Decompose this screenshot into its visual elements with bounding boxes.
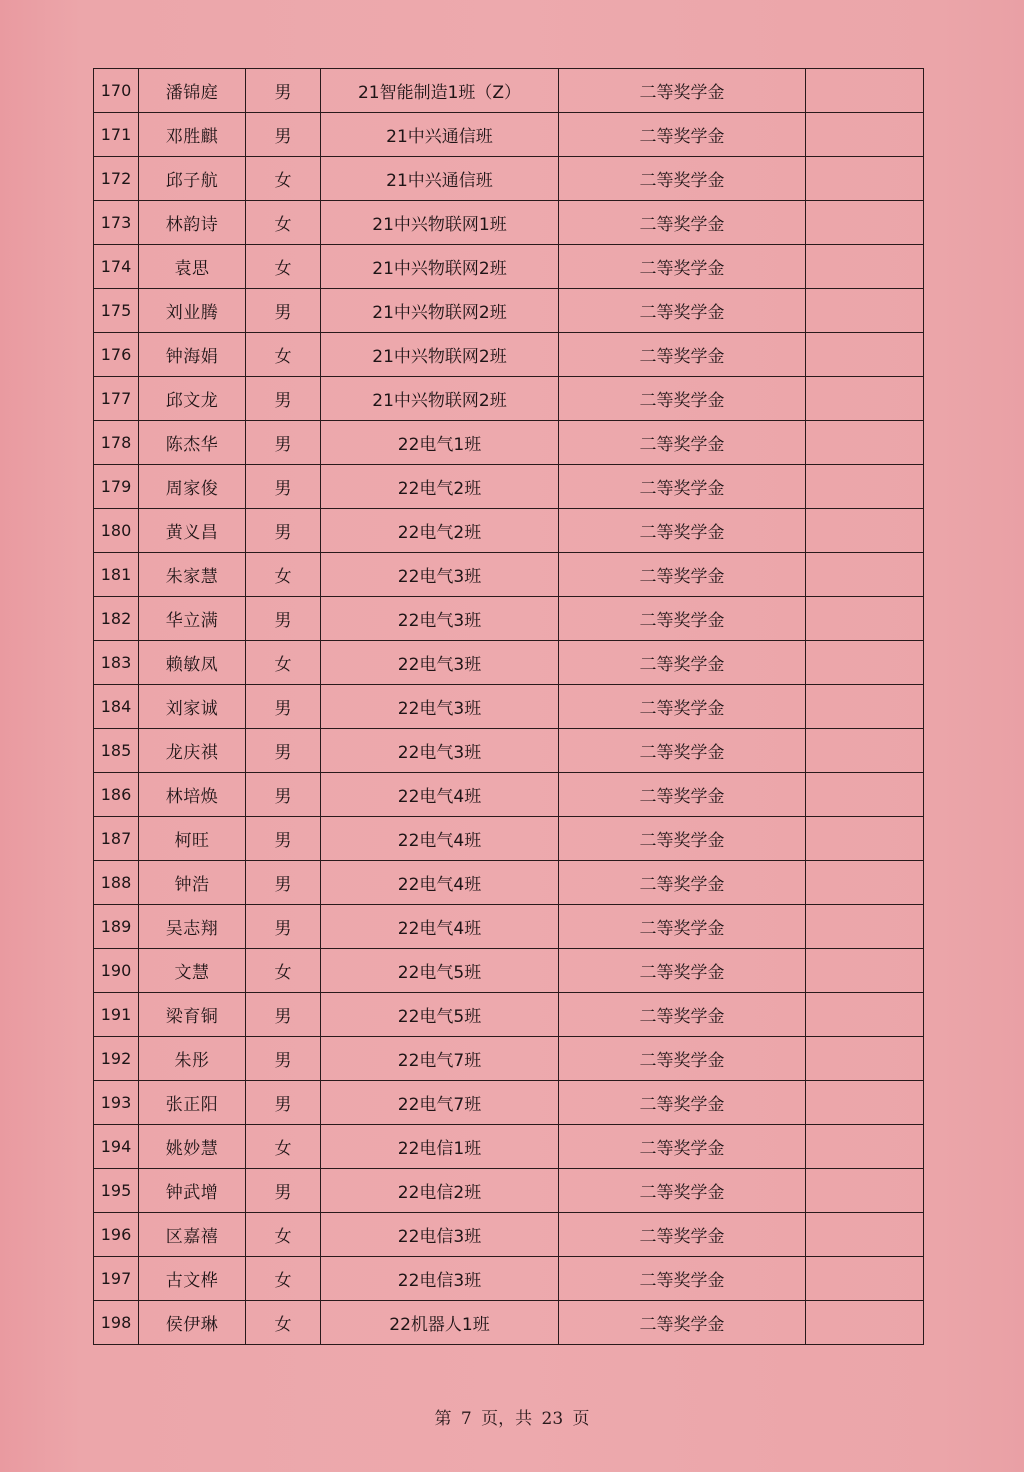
table-row <box>94 729 924 773</box>
cell-award: 二等奖学金 <box>559 1081 806 1125</box>
cell-name: 林韵诗 <box>139 201 246 245</box>
cell-award: 二等奖学金 <box>559 861 806 905</box>
table-row <box>94 1037 924 1081</box>
table-row <box>94 509 924 553</box>
cell-number: 194 <box>94 1125 139 1169</box>
footer-page-suffix: 页，共 <box>481 1409 533 1429</box>
cell-note <box>806 1125 924 1169</box>
cell-sex: 男 <box>246 729 321 773</box>
table-row <box>94 905 924 949</box>
cell-number: 193 <box>94 1081 139 1125</box>
cell-number: 189 <box>94 905 139 949</box>
cell-class: 22电气2班 <box>321 465 559 509</box>
cell-sex: 男 <box>246 465 321 509</box>
cell-class: 22电气3班 <box>321 641 559 685</box>
cell-number: 176 <box>94 333 139 377</box>
cell-name: 姚妙慧 <box>139 1125 246 1169</box>
table-row <box>94 201 924 245</box>
cell-number: 185 <box>94 729 139 773</box>
cell-number: 190 <box>94 949 139 993</box>
cell-sex: 男 <box>246 69 321 113</box>
cell-number: 196 <box>94 1213 139 1257</box>
cell-note <box>806 773 924 817</box>
cell-name: 潘锦庭 <box>139 69 246 113</box>
cell-award: 二等奖学金 <box>559 905 806 949</box>
cell-class: 22电气4班 <box>321 817 559 861</box>
cell-note <box>806 729 924 773</box>
footer-page-number: 7 <box>460 1409 472 1429</box>
cell-name: 梁育铜 <box>139 993 246 1037</box>
cell-class: 22电气3班 <box>321 597 559 641</box>
cell-note <box>806 597 924 641</box>
cell-class: 21中兴物联网2班 <box>321 289 559 333</box>
cell-name: 黄义昌 <box>139 509 246 553</box>
cell-award: 二等奖学金 <box>559 817 806 861</box>
cell-class: 22电信3班 <box>321 1213 559 1257</box>
cell-class: 21中兴通信班 <box>321 113 559 157</box>
table-row <box>94 1301 924 1345</box>
cell-award: 二等奖学金 <box>559 1125 806 1169</box>
cell-sex: 女 <box>246 1257 321 1301</box>
cell-award: 二等奖学金 <box>559 1213 806 1257</box>
cell-class: 22机器人1班 <box>321 1301 559 1345</box>
cell-note <box>806 377 924 421</box>
cell-award: 二等奖学金 <box>559 773 806 817</box>
cell-sex: 男 <box>246 1081 321 1125</box>
cell-award: 二等奖学金 <box>559 333 806 377</box>
cell-class: 22电气4班 <box>321 861 559 905</box>
table-row <box>94 157 924 201</box>
cell-award: 二等奖学金 <box>559 465 806 509</box>
cell-sex: 男 <box>246 289 321 333</box>
table-row <box>94 861 924 905</box>
table-row <box>94 289 924 333</box>
cell-note <box>806 465 924 509</box>
cell-number: 181 <box>94 553 139 597</box>
table-row <box>94 245 924 289</box>
cell-note <box>806 1257 924 1301</box>
cell-award: 二等奖学金 <box>559 641 806 685</box>
cell-number: 195 <box>94 1169 139 1213</box>
cell-number: 175 <box>94 289 139 333</box>
table-row <box>94 949 924 993</box>
cell-class: 22电信2班 <box>321 1169 559 1213</box>
cell-number: 197 <box>94 1257 139 1301</box>
cell-note <box>806 245 924 289</box>
cell-sex: 女 <box>246 157 321 201</box>
cell-number: 170 <box>94 69 139 113</box>
cell-note <box>806 993 924 1037</box>
cell-number: 178 <box>94 421 139 465</box>
cell-award: 二等奖学金 <box>559 509 806 553</box>
cell-name: 赖敏凤 <box>139 641 246 685</box>
cell-name: 邱文龙 <box>139 377 246 421</box>
award-table <box>93 68 924 1345</box>
cell-sex: 男 <box>246 377 321 421</box>
cell-note <box>806 289 924 333</box>
cell-sex: 男 <box>246 817 321 861</box>
cell-note <box>806 817 924 861</box>
cell-award: 二等奖学金 <box>559 685 806 729</box>
cell-name: 林培焕 <box>139 773 246 817</box>
footer-total-suffix: 页 <box>572 1409 590 1429</box>
cell-class: 22电气7班 <box>321 1081 559 1125</box>
cell-award: 二等奖学金 <box>559 289 806 333</box>
cell-number: 180 <box>94 509 139 553</box>
cell-award: 二等奖学金 <box>559 949 806 993</box>
cell-number: 182 <box>94 597 139 641</box>
cell-name: 柯旺 <box>139 817 246 861</box>
table-row <box>94 377 924 421</box>
cell-class: 22电气7班 <box>321 1037 559 1081</box>
cell-sex: 女 <box>246 245 321 289</box>
cell-note <box>806 157 924 201</box>
cell-number: 198 <box>94 1301 139 1345</box>
cell-note <box>806 685 924 729</box>
page-footer <box>0 1404 1024 1429</box>
cell-award: 二等奖学金 <box>559 245 806 289</box>
cell-name: 袁思 <box>139 245 246 289</box>
cell-class: 22电气5班 <box>321 993 559 1037</box>
cell-award: 二等奖学金 <box>559 1257 806 1301</box>
cell-award: 二等奖学金 <box>559 993 806 1037</box>
cell-name: 钟武增 <box>139 1169 246 1213</box>
cell-number: 172 <box>94 157 139 201</box>
cell-note <box>806 1213 924 1257</box>
cell-award: 二等奖学金 <box>559 553 806 597</box>
cell-note <box>806 1169 924 1213</box>
table-row <box>94 773 924 817</box>
cell-sex: 男 <box>246 113 321 157</box>
table-row <box>94 69 924 113</box>
cell-sex: 女 <box>246 1213 321 1257</box>
award-table-container <box>93 68 923 1345</box>
cell-name: 吴志翔 <box>139 905 246 949</box>
cell-note <box>806 333 924 377</box>
cell-class: 21中兴物联网2班 <box>321 333 559 377</box>
cell-class: 22电气3班 <box>321 685 559 729</box>
cell-sex: 男 <box>246 993 321 1037</box>
cell-number: 183 <box>94 641 139 685</box>
cell-name: 区嘉禧 <box>139 1213 246 1257</box>
cell-class: 21中兴物联网2班 <box>321 377 559 421</box>
cell-note <box>806 861 924 905</box>
cell-sex: 女 <box>246 201 321 245</box>
table-row <box>94 1081 924 1125</box>
cell-number: 186 <box>94 773 139 817</box>
cell-class: 22电气4班 <box>321 905 559 949</box>
cell-class: 22电信1班 <box>321 1125 559 1169</box>
cell-award: 二等奖学金 <box>559 377 806 421</box>
cell-sex: 女 <box>246 333 321 377</box>
table-row <box>94 1257 924 1301</box>
cell-name: 张正阳 <box>139 1081 246 1125</box>
cell-note <box>806 1081 924 1125</box>
cell-class: 22电气3班 <box>321 553 559 597</box>
cell-note <box>806 1301 924 1345</box>
cell-name: 华立满 <box>139 597 246 641</box>
cell-number: 177 <box>94 377 139 421</box>
cell-note <box>806 113 924 157</box>
cell-sex: 男 <box>246 905 321 949</box>
cell-sex: 男 <box>246 421 321 465</box>
cell-class: 21中兴物联网2班 <box>321 245 559 289</box>
table-row <box>94 685 924 729</box>
cell-class: 22电气2班 <box>321 509 559 553</box>
cell-name: 龙庆祺 <box>139 729 246 773</box>
cell-name: 刘家诚 <box>139 685 246 729</box>
cell-name: 钟海娟 <box>139 333 246 377</box>
cell-class: 21中兴通信班 <box>321 157 559 201</box>
cell-name: 邓胜麒 <box>139 113 246 157</box>
cell-note <box>806 905 924 949</box>
cell-class: 22电气4班 <box>321 773 559 817</box>
cell-name: 文慧 <box>139 949 246 993</box>
cell-class: 22电信3班 <box>321 1257 559 1301</box>
cell-sex: 男 <box>246 861 321 905</box>
cell-sex: 女 <box>246 949 321 993</box>
table-row <box>94 641 924 685</box>
cell-class: 21中兴物联网1班 <box>321 201 559 245</box>
table-row <box>94 333 924 377</box>
cell-award: 二等奖学金 <box>559 1301 806 1345</box>
cell-sex: 男 <box>246 597 321 641</box>
cell-name: 周家俊 <box>139 465 246 509</box>
cell-number: 188 <box>94 861 139 905</box>
table-row <box>94 1169 924 1213</box>
table-row <box>94 421 924 465</box>
cell-note <box>806 949 924 993</box>
cell-sex: 女 <box>246 1301 321 1345</box>
cell-name: 邱子航 <box>139 157 246 201</box>
cell-name: 侯伊琳 <box>139 1301 246 1345</box>
cell-award: 二等奖学金 <box>559 157 806 201</box>
cell-number: 173 <box>94 201 139 245</box>
award-table-body <box>94 69 924 1345</box>
cell-note <box>806 201 924 245</box>
cell-sex: 女 <box>246 553 321 597</box>
cell-award: 二等奖学金 <box>559 69 806 113</box>
cell-number: 171 <box>94 113 139 157</box>
cell-award: 二等奖学金 <box>559 1037 806 1081</box>
cell-number: 179 <box>94 465 139 509</box>
cell-number: 191 <box>94 993 139 1037</box>
cell-number: 187 <box>94 817 139 861</box>
cell-number: 184 <box>94 685 139 729</box>
cell-name: 陈杰华 <box>139 421 246 465</box>
table-row <box>94 1125 924 1169</box>
cell-name: 朱彤 <box>139 1037 246 1081</box>
table-row <box>94 993 924 1037</box>
footer-page-prefix: 第 <box>434 1409 452 1429</box>
cell-note <box>806 1037 924 1081</box>
table-row <box>94 113 924 157</box>
table-row <box>94 553 924 597</box>
cell-note <box>806 421 924 465</box>
cell-number: 174 <box>94 245 139 289</box>
cell-sex: 男 <box>246 1169 321 1213</box>
cell-award: 二等奖学金 <box>559 201 806 245</box>
table-row <box>94 465 924 509</box>
cell-sex: 男 <box>246 509 321 553</box>
cell-award: 二等奖学金 <box>559 113 806 157</box>
cell-name: 刘业腾 <box>139 289 246 333</box>
cell-name: 古文桦 <box>139 1257 246 1301</box>
table-row <box>94 597 924 641</box>
cell-name: 朱家慧 <box>139 553 246 597</box>
cell-note <box>806 509 924 553</box>
cell-note <box>806 69 924 113</box>
cell-award: 二等奖学金 <box>559 729 806 773</box>
cell-sex: 男 <box>246 773 321 817</box>
cell-class: 21智能制造1班（Z） <box>321 69 559 113</box>
cell-class: 22电气5班 <box>321 949 559 993</box>
cell-sex: 男 <box>246 685 321 729</box>
cell-sex: 女 <box>246 1125 321 1169</box>
cell-class: 22电气3班 <box>321 729 559 773</box>
cell-sex: 女 <box>246 641 321 685</box>
footer-total-pages: 23 <box>541 1409 564 1429</box>
table-row <box>94 1213 924 1257</box>
table-row <box>94 817 924 861</box>
cell-name: 钟浩 <box>139 861 246 905</box>
cell-award: 二等奖学金 <box>559 1169 806 1213</box>
cell-class: 22电气1班 <box>321 421 559 465</box>
cell-award: 二等奖学金 <box>559 597 806 641</box>
cell-note <box>806 553 924 597</box>
cell-sex: 男 <box>246 1037 321 1081</box>
cell-note <box>806 641 924 685</box>
cell-number: 192 <box>94 1037 139 1081</box>
cell-award: 二等奖学金 <box>559 421 806 465</box>
